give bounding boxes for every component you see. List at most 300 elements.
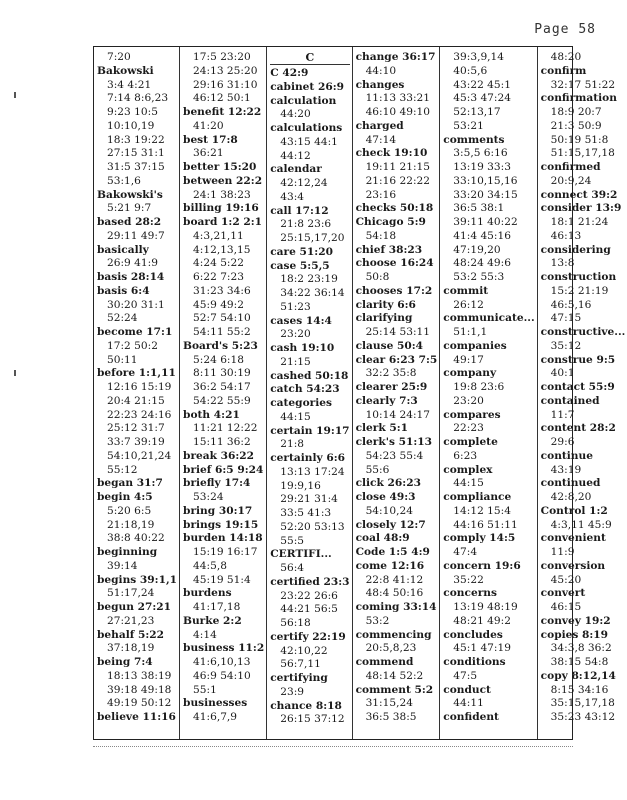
index-reference: 45:1 47:19 [453,642,511,655]
index-reference: 20:5,8,23 [365,642,417,655]
index-reference: 8:15 34:16 [550,683,609,696]
index-reference: 55:6 [365,463,390,476]
index-reference: 32:2 35:8 [365,367,417,380]
index-term: concern 19:6 [443,559,521,572]
index-reference: 22:23 [453,422,484,435]
index-reference: 44:15 [453,477,484,490]
index-term: check 19:10 [355,147,428,160]
index-reference: 6:23 [453,449,478,462]
index-reference: 4:12,13,15 [193,243,251,256]
index-reference: 26:9 41:9 [107,257,158,270]
index-reference: 41:6,7,9 [193,711,238,723]
index-reference: 46:5,16 [550,298,592,311]
index-reference: 44:21 56:5 [280,603,338,616]
index-term: concerns [443,587,497,600]
index-column-4 [353,47,441,739]
index-reference: 55:5 [280,534,305,547]
index-reference: 47:5 [453,669,478,682]
index-reference: 33:7 39:19 [107,436,165,448]
index-term: content 28:2 [540,422,616,435]
index-reference: 21:3 50:9 [550,119,602,132]
index-reference: 15:2 21:19 [550,284,609,297]
index-reference: 27:21,23 [107,614,155,627]
index-term: concludes [443,628,503,641]
index-reference: 7:20 [107,51,131,63]
index-term: convert [540,587,586,600]
index-reference: 51:17,24 [107,587,155,600]
index-column-6 [538,47,627,739]
index-reference: 24:13 25:20 [193,64,258,77]
index-term: Bakowski's [97,188,163,201]
index-term: comments [443,133,505,146]
index-reference: 4:24 5:22 [193,257,244,270]
index-reference: 4:3,11 45:9 [550,518,612,531]
index-reference: 44:20 [280,108,311,121]
index-reference: 25:14 53:11 [365,326,430,338]
index-term: checks 50:18 [355,202,434,215]
index-reference: 53:2 55:3 [453,271,505,283]
index-term: briefly 17:4 [183,477,251,490]
index-term: clause 50:4 [355,339,424,352]
index-reference: 54:10,24 [365,504,413,517]
index-column-3 [267,47,352,739]
index-reference: 44:12 [280,149,311,162]
index-term: confident [443,711,499,723]
index-reference: 36:2 54:17 [193,381,251,393]
index-term: copies 8:19 [540,628,609,641]
index-reference: 33:10,15,16 [453,174,518,187]
index-reference: 46:13 [550,229,582,242]
index-term: best 17:8 [183,133,238,146]
index-column-2 [180,47,267,739]
index-term: conversion [540,559,606,572]
index-reference: 43:22 45:1 [453,78,511,91]
index-term: communicate... [443,312,535,325]
index-reference: 22:8 41:12 [365,573,424,586]
index-reference: 22:23 24:16 [107,408,172,421]
index-term: benefit 12:22 [183,106,262,118]
index-reference: 10:10,19 [107,119,155,132]
index-reference: 47:15 [550,312,582,325]
index-reference: 44:16 51:11 [453,518,518,531]
index-reference: 56:4 [280,562,305,574]
index-term: certifying [270,672,328,684]
index-reference: 51:23 [280,300,311,313]
scan-mark [14,92,16,98]
index-term: calculation [270,94,337,107]
index-term: call 17:12 [270,204,329,217]
index-reference: 26:12 [453,298,484,311]
index-reference: 29:21 31:4 [280,493,338,506]
index-reference: 23:16 [365,188,397,201]
index-term: brief 6:5 9:24 [183,463,264,476]
index-reference: 41:4 45:16 [453,229,511,242]
index-reference: 44:11 [453,697,484,710]
index-term: certified 23:3 [270,575,350,588]
index-term: burdens [183,587,232,600]
index-reference: 39:3,9,14 [453,51,505,63]
index-reference: 41:20 [193,119,224,132]
index-reference: 42:10,22 [280,644,328,657]
page-number: Page 58 [534,22,596,37]
index-reference: 55:1 [193,683,217,696]
index-reference: 56:7,11 [280,658,321,671]
index-reference: 45:20 [550,573,582,586]
index-reference: 54:10,21,24 [107,449,172,462]
index-reference: 35:12 [550,339,582,352]
index-term: consider 13:9 [540,202,622,215]
index-reference: 21:8 23:6 [280,218,332,231]
index-reference: 35:15,17,18 [550,697,615,710]
index-term: choose 16:24 [355,257,434,270]
index-reference: 45:9 49:2 [193,298,244,311]
index-reference: 3:5,5 6:16 [453,147,508,160]
index-term: Code 1:5 4:9 [355,546,430,558]
index-reference: 42:12,24 [280,177,328,189]
index-reference: 46:12 50:1 [193,92,251,105]
index-reference: 40:1 [550,367,575,380]
index-reference: 48:4 50:16 [365,587,424,600]
index-term: come 12:16 [355,559,425,572]
index-reference: 32:17 51:22 [550,78,616,91]
index-term: continue [540,449,593,462]
index-reference: 54:23 55:4 [365,449,424,462]
index-term: businesses [183,697,248,710]
index-term: C 42:9 [270,67,309,79]
index-term: certainly 6:6 [270,452,345,464]
index-term: billing 19:16 [183,202,259,215]
index-reference: 20:9,24 [550,174,592,187]
index-reference: 54:22 55:9 [193,394,251,407]
index-reference: 40:5,6 [453,64,488,77]
index-term: cashed 50:18 [270,369,349,382]
index-term: before 1:1,11 [97,367,176,380]
index-reference: 23:9 [280,685,305,698]
index-term: basis 28:14 [97,271,165,283]
index-term: charged [355,119,404,132]
index-reference: 52:13,17 [453,106,501,118]
index-reference: 41:6,10,13 [193,656,251,668]
index-term: begun 27:21 [97,601,172,613]
index-term: construe 9:5 [540,353,616,366]
section-letter-header: C [270,52,349,65]
index-reference: 25:15,17,20 [280,232,345,244]
index-term: chance 8:18 [270,699,342,712]
index-term: complex [443,463,493,476]
index-term: clarity 6:6 [355,298,416,311]
index-reference: 31:23 34:6 [193,284,251,297]
index-term: between 22:2 [183,174,263,187]
index-reference: 53:21 [453,119,484,132]
index-term: Control 1:2 [540,504,608,517]
index-term: coal 48:9 [355,532,410,545]
index-term: confirmation [540,92,617,105]
index-term: clearer 25:9 [355,381,428,393]
index-term: Chicago 5:9 [355,216,426,228]
index-reference: 18:1 21:24 [550,216,609,228]
index-reference: 46:10 49:10 [365,106,430,118]
index-term: constructive... [540,326,626,338]
index-term: complete [443,436,498,448]
index-reference: 26:15 37:12 [280,713,345,726]
index-term: comment 5:2 [355,683,434,696]
index-frame [93,46,626,740]
index-term: convey 19:2 [540,614,611,627]
index-column-5 [440,47,537,739]
index-term: commencing [355,628,432,641]
index-term: brings 19:15 [183,518,259,531]
index-reference: 51:15,17,18 [550,147,615,160]
index-reference: 49:19 50:12 [107,697,172,710]
index-reference: 38:15 54:8 [550,656,609,668]
index-reference: 35:23 43:12 [550,711,616,723]
index-reference: 54:18 [365,229,397,242]
index-reference: 34:3,8 36:2 [550,642,612,655]
index-reference: 48:24 49:6 [453,257,511,270]
index-term: continued [540,477,601,490]
index-reference: 31:15,24 [365,697,413,710]
index-reference: 19:11 21:15 [365,161,430,173]
index-reference: 13:13 17:24 [280,465,345,478]
index-term: based 28:2 [97,216,162,228]
index-reference: 5:21 9:7 [107,202,152,215]
index-term: coming 33:14 [355,601,437,613]
index-term: begins 39:1,1 [97,573,178,586]
index-reference: 9:23 10:5 [107,106,158,118]
index-term: being 7:4 [97,656,153,668]
index-reference: 43:15 44:1 [280,135,338,148]
index-term: connect 39:2 [540,188,618,201]
index-term: cases 14:4 [270,314,332,327]
index-term: change 36:17 [355,51,436,63]
index-reference: 41:17,18 [193,601,241,613]
index-reference: 52:20 53:13 [280,520,345,533]
index-term: companies [443,339,507,352]
index-term: board 1:2 2:1 [183,216,263,228]
index-term: chooses 17:2 [355,284,433,297]
index-term: copy 8:12,14 [540,669,616,682]
index-term: cabinet 26:9 [270,80,345,93]
index-reference: 11:13 33:21 [365,92,430,105]
index-reference: 39:14 [107,559,138,572]
index-reference: 42:8,20 [550,491,592,503]
index-reference: 38:8 40:22 [107,532,165,545]
bottom-rule [93,746,573,748]
index-term: Bakowski [97,64,154,77]
index-term: company [443,367,497,380]
index-term: conduct [443,683,491,696]
index-term: burden 14:18 [183,532,263,545]
index-column-1 [94,47,180,739]
index-term: believe 11:16 [97,711,176,723]
index-term: calendar [270,163,322,176]
index-term: care 51:20 [270,245,333,258]
index-reference: 50:8 [365,271,390,283]
index-reference: 46:15 [550,601,582,613]
index-reference: 47:14 [365,133,397,146]
index-reference: 43:4 [280,190,305,203]
index-term: contact 55:9 [540,381,615,393]
index-term: considering [540,243,611,256]
index-reference: 37:18,19 [107,642,155,655]
index-reference: 55:12 [107,463,138,476]
index-reference: 29:16 31:10 [193,78,258,91]
index-reference: 15:19 16:17 [193,546,258,558]
index-term: confirmed [540,161,601,173]
index-term: chief 38:23 [355,243,423,256]
index-term: calculations [270,122,343,134]
index-term: bring 30:17 [183,504,253,517]
index-reference: 20:4 21:15 [107,394,165,407]
index-reference: 19:9,16 [280,479,321,492]
index-reference: 21:16 22:22 [365,174,430,187]
index-reference: 5:24 6:18 [193,353,244,366]
index-reference: 6:22 7:23 [193,271,244,283]
index-term: become 17:1 [97,326,173,338]
index-term: better 15:20 [183,161,257,173]
index-reference: 53:2 [365,614,390,627]
index-reference: 45:19 51:4 [193,573,251,586]
index-reference: 31:5 37:15 [107,161,165,173]
index-term: compliance [443,491,512,503]
index-term: begin 4:5 [97,491,153,503]
index-reference: 30:20 31:1 [107,298,165,311]
index-reference: 17:5 23:20 [193,51,251,63]
index-reference: 33:5 41:3 [280,507,332,519]
index-term: basically [97,243,149,256]
index-reference: 36:21 [193,147,224,160]
index-reference: 56:18 [280,617,311,629]
index-reference: 10:14 24:17 [365,408,430,421]
index-reference: 21:8 [280,438,305,451]
index-reference: 12:16 15:19 [107,381,172,393]
index-reference: 23:20 [280,328,311,341]
index-term: clear 6:23 7:5 [355,353,438,366]
index-reference: 11:21 12:22 [193,422,258,435]
index-term: Burke 2:2 [183,614,242,627]
index-reference: 35:22 [453,573,484,586]
index-reference: 21:18,19 [107,518,155,531]
index-reference: 51:1,1 [453,326,488,338]
index-reference: 29:6 [550,436,575,448]
index-reference: 50:19 51:8 [550,133,609,146]
index-term: business 11:2 [183,642,265,655]
index-term: conditions [443,656,506,668]
index-reference: 46:9 54:10 [193,669,251,682]
index-reference: 36:5 38:1 [453,202,505,215]
index-term: clerk's 51:13 [355,436,432,448]
index-term: convenient [540,532,606,545]
index-reference: 33:20 34:15 [453,188,518,201]
index-term: commend [355,656,414,668]
index-reference: 18:9 20:7 [550,106,602,118]
index-term: clearly 7:3 [355,394,418,407]
index-reference: 8:11 30:19 [193,367,251,380]
index-term: clarifying [355,312,413,325]
index-reference: 21:15 [280,355,311,368]
index-reference: 50:11 [107,353,138,366]
index-term: comply 14:5 [443,532,516,545]
index-reference: 52:7 54:10 [193,312,251,325]
index-reference: 44:15 [280,410,311,423]
index-reference: 24:1 38:23 [193,188,251,201]
index-term: CERTIFI... [270,548,332,561]
index-reference: 13:19 33:3 [453,161,511,173]
index-reference: 44:5,8 [193,559,227,572]
index-term: closely 12:7 [355,518,426,531]
index-term: close 49:3 [355,491,416,503]
index-reference: 45:3 47:24 [453,92,511,105]
index-reference: 47:4 [453,546,478,558]
index-term: contained [540,394,600,407]
index-reference: 3:4 4:21 [107,78,152,91]
index-term: clerk 5:1 [355,422,409,435]
index-reference: 5:20 6:5 [107,504,152,517]
index-reference: 39:11 40:22 [453,216,518,228]
index-term: both 4:21 [183,408,240,421]
index-term: case 5:5,5 [270,259,330,272]
index-term: certain 19:17 [270,424,350,437]
index-reference: 7:14 8:6,23 [107,92,169,105]
index-term: beginning [97,546,158,558]
index-term: compares [443,408,501,421]
index-term: basis 6:4 [97,284,150,297]
index-term: categories [270,397,332,409]
index-reference: 36:5 38:5 [365,711,417,723]
index-reference: 52:24 [107,312,138,325]
index-term: construction [540,271,617,283]
index-reference: 25:12 31:7 [107,422,165,435]
index-reference: 47:19,20 [453,243,501,256]
index-reference: 49:17 [453,353,484,366]
index-reference: 18:2 23:19 [280,273,338,286]
index-reference: 18:3 19:22 [107,133,165,146]
index-reference: 48:14 52:2 [365,669,424,682]
index-reference: 13:8 [550,257,575,270]
index-reference: 48:21 49:2 [453,614,511,627]
index-reference: 23:22 26:6 [280,589,338,602]
index-reference: 53:1,6 [107,174,141,187]
index-reference: 43:19 [550,463,582,476]
index-reference: 4:3,21,11 [193,229,244,242]
index-reference: 4:14 [193,628,217,641]
scan-mark [14,370,16,376]
index-reference: 13:19 48:19 [453,601,518,613]
index-reference: 15:11 36:2 [193,436,251,448]
index-term: break 36:22 [183,449,255,462]
index-reference: 34:22 36:14 [280,287,345,299]
index-term: began 31:7 [97,477,163,490]
index-reference: 27:15 31:1 [107,147,165,160]
index-reference: 54:11 55:2 [193,326,251,338]
index-reference: 19:8 23:6 [453,381,505,393]
index-term: Board's 5:23 [183,339,258,352]
index-reference: 44:10 [365,64,397,77]
index-reference: 29:11 49:7 [107,229,165,242]
index-term: confirm [540,64,587,77]
index-reference: 53:24 [193,491,224,503]
index-term: cash 19:10 [270,342,335,354]
index-reference: 18:13 38:19 [107,669,172,682]
index-reference: 17:2 50:2 [107,339,158,352]
index-term: catch 54:23 [270,383,340,396]
index-term: changes [355,78,405,91]
index-reference: 11:9 [550,546,575,558]
index-term: click 26:23 [355,477,421,490]
index-reference: 14:12 15:4 [453,504,511,517]
index-term: certify 22:19 [270,630,346,643]
index-reference: 11:7 [550,408,575,421]
